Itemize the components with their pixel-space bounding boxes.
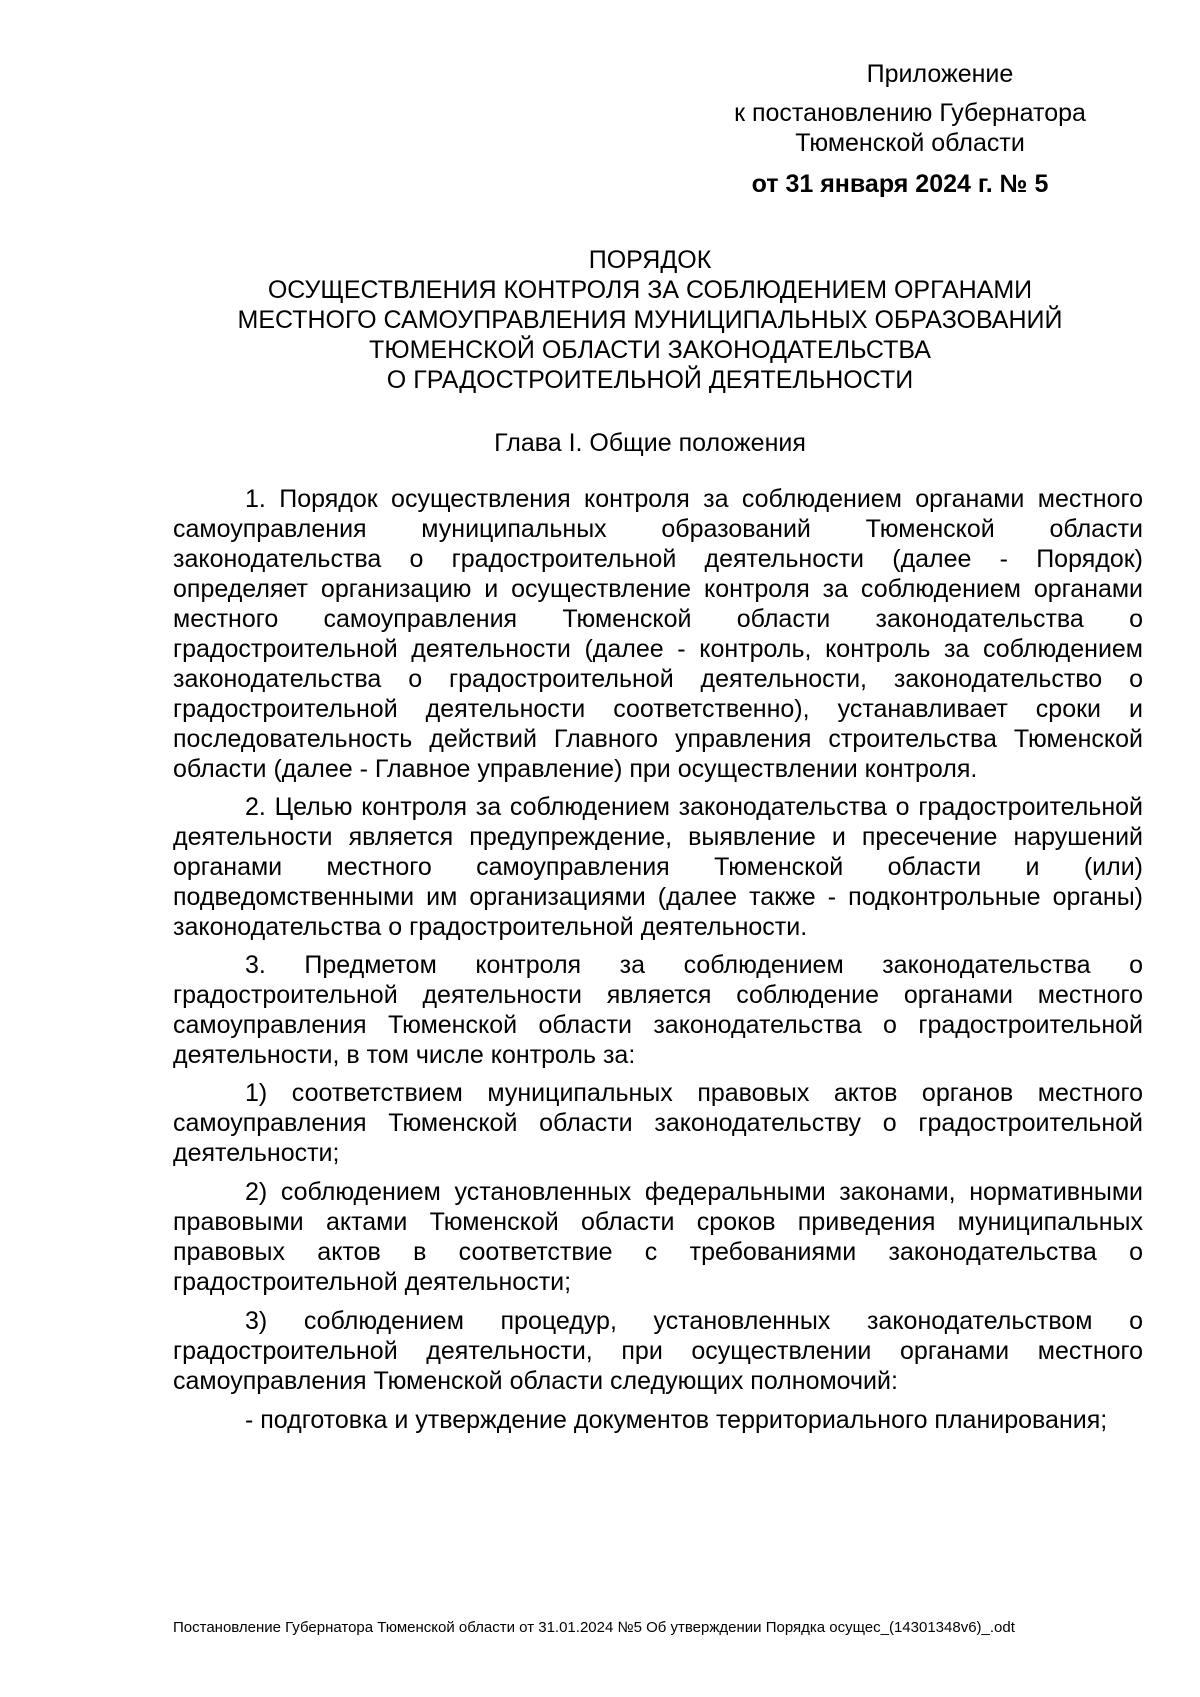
resolution-reference: к постановлению Губернатора [734,99,1086,127]
subitem-3: 3) соблюдением процедур, установленных законодательством о градостроительной деятельности, при осуществлении органами местного самоуправления Тюменской области следующих полномочий: [173,1307,1143,1395]
title-line-4: ТЮМЕНСКОЙ ОБЛАСТИ ЗАКОНОДАТЕЛЬСТВА [369,336,931,364]
paragraph-3: 3. Предметом контроля за соблюдением законодательства о градостроительной деятельности является соблюдение органами местного самоуправления Тюменской области законодательства о градостроительной деятельности, в том числе контроль за: [173,951,1143,1069]
title-line-3: МЕСТНОГО САМОУПРАВЛЕНИЯ МУНИЦИПАЛЬНЫХ ОБРАЗОВАНИЙ [237,306,1063,334]
page-footer: Постановление Губернатора Тюменской области от 31.01.2024 №5 Об утверждении Порядка осущес_(14301348v6)_.odt [173,1619,1015,1636]
paragraph-2: 2. Целью контроля за соблюдением законодательства о градостроительной деятельности является предупреждение, выявление и пресечение нарушений органами местного самоуправления Тюменской области и (или) подведомственными им организациями (далее также - подконтрольные органы) законодательства о градостроительной деятельности. [173,793,1143,941]
subitem-1: 1) соответствием муниципальных правовых актов органов местного самоуправления Тюменской области законодательству о градостроительной деятельности; [173,1079,1143,1167]
region-name: Тюменской области [795,129,1025,157]
document-title [160,245,1140,395]
paragraph-1: 1. Порядок осуществления контроля за соблюдением органами местного самоуправления муниципальных образований Тюменской области законодательства о градостроительной деятельности (далее - Порядок) определяет организацию и осуществление контроля за соблюдением органами местного самоуправления Тюменской области законодательства о градостроительной деятельности (далее - контроль, контроль за соблюдением законодательства о градостроительной деятельности, законодательство о градостроительной деятельности соответственно), устанавливает сроки и последовательность действий Главного управления строительства Тюменской области (далее - Главное управление) при осуществлении контроля. [173,485,1143,783]
title-line-2: ОСУЩЕСТВЛЕНИЯ КОНТРОЛЯ ЗА СОБЛЮДЕНИЕМ ОРГАНАМИ [267,276,1033,304]
title-line-1: ПОРЯДОК [588,246,712,274]
title-line-5: О ГРАДОСТРОИТЕЛЬНОЙ ДЕЯТЕЛЬНОСТИ [386,366,914,394]
subitem-dash-1: - подготовка и утверждение документов территориального планирования; [245,1406,1108,1434]
subitem-2: 2) соблюдением установленных федеральными законами, нормативными правовыми актами Тюменской области сроков приведения муниципальных правовых актов в соответствие с требованиями законодательства о градостроительной деятельности; [173,1178,1143,1296]
resolution-date-number: от 31 января 2024 г. № 5 [751,170,1049,198]
appendix-label: Приложение [866,60,1014,88]
document-body [173,484,1143,1444]
chapter-heading: Глава I. Общие положения [494,429,806,457]
